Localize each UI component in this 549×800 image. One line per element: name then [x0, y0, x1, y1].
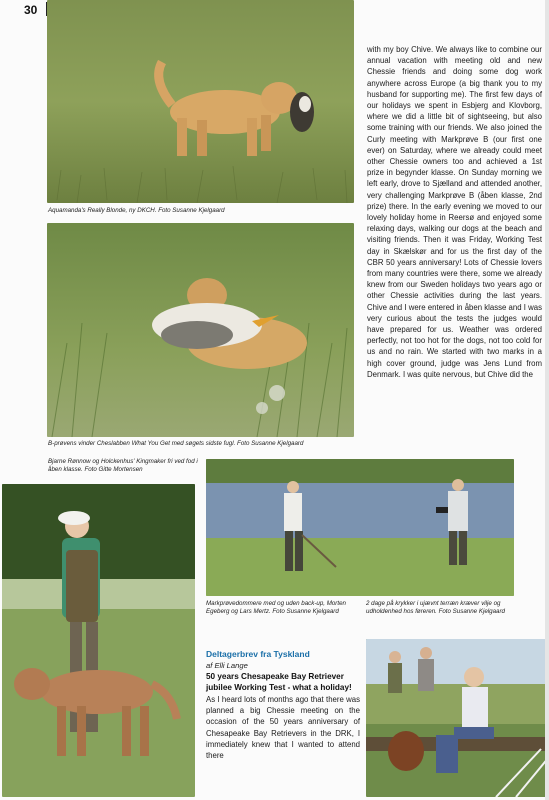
photo-people-with-dog [366, 639, 549, 797]
caption-photo-5: 2 dage på krykker i ujævnt terræn kræver vilje og udholdenhed hos føreren. Foto Susanne Kjelgaard [366, 600, 505, 615]
article-column-text: with my boy Chive. We always like to combine our annual vacation with meeting old and new Chessie friends and doing some dog work anywhere across Europe (a big thank you to my husband for supporting me). The first few days of our holidays we spent in Esbjerg and Klovborg, where we did a little bit of sightseeing, but also some training with our friends. We also joined the Curly meeting with Markprøve B (our first one ever) on Saturday, where we already could meet other Chessie owners too and achieved a 1st prize in begynder klasse. On Sunday morning we left early, drove to Sjælland and attended another, very challenging Markprøve B (åben klasse, 2nd prize) there. In the early evening we moved to our lovely holiday home in Reersø and enjoyed some relaxing days, walking our dogs at the beach and visiting friends. Then it was Friday, Working Test day in Skælskør and for us the first day of the CBR 50 years anniversary! Lots of Chessie lovers from many countries were there, some we already knew from our Sweden holidays two years ago or other Chessie activities during the last years. Chive and I were entered in åben klasse and I was very curious about the tests the judges would have prepared for us. Weather was ordered perfectly, not too hot for the dogs, not too cold for us and no rain. We started with two marks in a high cover ground, judge was Jens Lund from Denmark. I was quite nervous, but Chive did the [367, 45, 542, 379]
caption-photo-2: B-prøvens vinder Cheslabben What You Get med søgets sidste fugl. Foto Susanne Kjelgaard [48, 440, 304, 447]
caption-photo-1: Aquamanda's Really Blonde, ny DKCH. Foto Susanne Kjelgaard [48, 207, 225, 214]
photo-golden-dog-with-bird [47, 0, 354, 203]
page-edge [545, 0, 549, 800]
article-lead-heading: 50 years Chesapeake Bay Retriever jubilee Working Test - what a holiday! [206, 672, 352, 692]
photo-man-walking-dog [2, 484, 195, 797]
section-title: Deltagerbrev fra Tyskland [206, 649, 310, 659]
article-intro-text: As I heard lots of months ago that there was planned a big Chessie meeting on the occasion of the 50 years anniversary of Chesapeake Bay Retrievers in the DRK, I immediately knew that I wanted to attend there [206, 695, 360, 761]
photo-dog-carrying-bird [47, 223, 354, 437]
caption-photo-3: Bjarne Rønnow og Holckenhus' Kingmaker fri ved fod i åben klasse. Foto Gitte Mortensen [48, 458, 198, 473]
photo-judges-at-lake [206, 459, 514, 596]
article-byline: af Elli Lange [206, 661, 248, 670]
caption-photo-4: Markprøvedommere med og uden back-up, Morten Egeberg og Lars Mertz. Foto Susanne Kjelgaard [206, 600, 346, 615]
page-number: 30 [24, 3, 38, 17]
